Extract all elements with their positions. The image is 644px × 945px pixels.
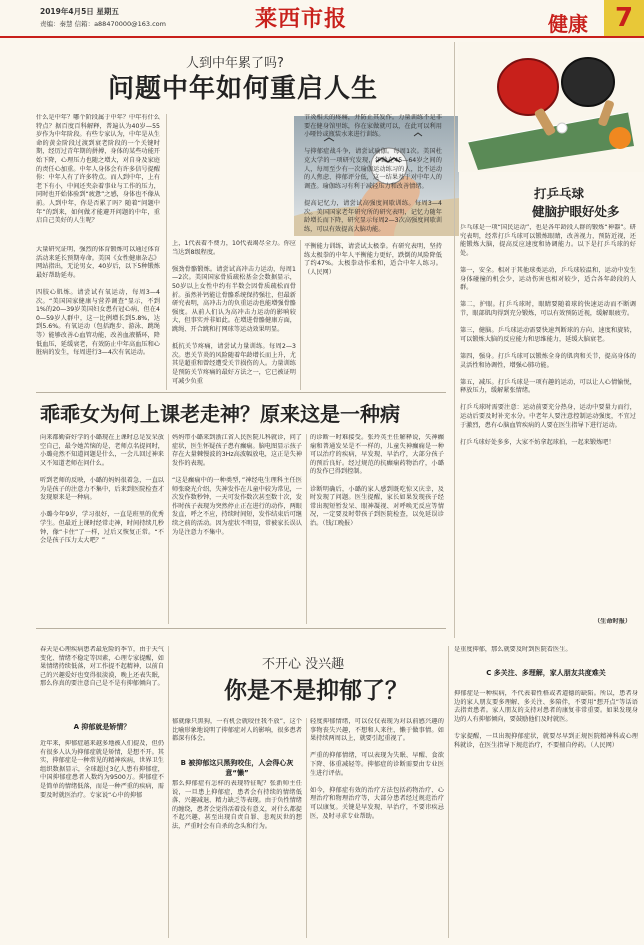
article3-subtitle: 不开心 没兴趣 [262, 657, 345, 672]
page-number: 7 [604, 0, 644, 36]
article3-col1: 春天是心理疾病患者最危险的季节，由于天气变化、情绪不稳定等因素，心理专家提醒，如果情绪持续低落，对工作提不起精神，以前自己的兴趣爱好也变得很淡漠，晚上还表失眠，那么你真的要注意自己是不是有抑郁倾向了。 [40, 646, 164, 688]
col-divider [300, 240, 301, 390]
col-divider [166, 114, 167, 390]
article1-col1: 什么是中年？哪个阶段属于中年？中年有什么特点？据百度百科解释，普遍认为40岁—55岁作为中年阶段。有些专家认为，中年是从生命的黄金阶段过渡到衰老阶段的一个关键时期，经历过青年期的拼搏，身体的某些功能开始下降，心理压力也随之增大，对自身及家庭的责任心加重。中年人身体会有许多信号提醒你：中年人有了许多特点。而人到中年，上有老下有小，中间还夹杂着事业与工作的压力，同时也开始体验到“疲惫”之感，身体也不像从前。人到中年，你是否累了吗？随着“问题中年”的到来，如何做才能避开问题的中年，重启自己美好的人生呢？ [36, 114, 160, 225]
article3-col2b: 那么抑郁症有怎样的表现特征呢？张新帅主任说，一旦患上抑郁症，患者会有持续的情绪低落、兴趣减退、精力缺乏等表现。由于负性情绪的缠绕，患者会觉得活着没有意义，对什么都提不起兴趣，甚至出现自责自罪、悲观厌世的想法，严重时会有自杀的念头和行为。 [172, 780, 302, 830]
newspaper-logo: 莱西市报 [255, 6, 348, 32]
article1-col1b: 大量研究证明，强烈的体育锻炼可以通过体育活动来延长预期寿命。美国《女性健康杂志》网站指出，无论男女，40岁后，以下5种锻炼最好帮助延寿。 四肢心肌炼。请尝试有氧运动，每周3—4次。“美国国家健康与营养调查”显示，不到1%的20—39岁美国妇女患有冠心病，但在40—59岁人群中，这一比例增长到5.8%，达到5.6%。有氧运动（包括跑步、游泳、跳绳等）能够改善心血管功能，改善血液循环，降低血压，延缓衰老，有效防止中年高血压和心脏病的发生，每周进行3—4次有氧运动。 [36, 246, 160, 357]
article3-head-b: B 被抑郁这只黑狗咬住，人会得心灰意“懒” [180, 759, 294, 777]
article3-col3: 轻度抑郁情绪，可以仅仅表现为对以前感兴趣的事物丧失兴趣，不想和人来往，懒于做事情。如果持续两周以上，就要引起重视了。 严重的抑郁情绪，可以表现为失眠、早醒、食欲下降、体重减轻等。抑郁症的诊断需要由专业医生进行评估。 如今，抑郁症有效的治疗方法包括药物治疗、心理治疗和物理治疗等，大部分患者经过规范治疗可以康复。关键是早发现、早治疗，不要讳疾忌医，及时寻求专业帮助。 [310, 718, 444, 820]
right-article-title-line2: 健脑护眼好处多 [532, 204, 620, 219]
col-divider [306, 434, 307, 624]
pingpong-illustration [458, 42, 644, 172]
article2-col1: 向来都勤奋好学的小璐现在上课时总是发呆放空自己，最令她苦恼的是，老师点名提问时，小璐竟然不知道问题是什么，一会儿回过神来又不知道老师在问什么。 听到老师的反映，小璐的妈妈很着急，一直以为是孩子的注意力不集中，后来到医院检查才发现原来是一种病。 小璐今年9岁，学习很好，一直是班里的优秀学生。但最近上课时经常走神，时间持续几秒钟，像“卡住”了一样，过后又恢复正常。“不会是孩子压力太大吧？” [40, 434, 164, 545]
col-divider [168, 646, 169, 938]
right-article-source: （生命时报） [594, 618, 632, 625]
article3-head-a: A 抑郁就是矫情？ [73, 723, 131, 731]
ball-icon [557, 123, 567, 133]
article1-subtitle: 人到中年累了吗? [186, 56, 284, 71]
article2-col2: 妈妈带小璐来到浙江省人民医院儿科就诊，问了症状，医生怀疑孩子患有癫痫。脑电图显示孩子存在大量棘慢波的3Hz高波幅放电，这正是失神发作的表现。 “这是癫痫中的一种类型，”神经电生理科主任医师张晓光介绍，失神发作在儿童中较为常见，一次发作数秒钟，一天可发作数次甚至数十次，发作时孩子表现为突然停止正在进行的动作，两眼发直，呼之不应，持续时间短，发作结束后可继续之前的活动。因为症状不明显，常被家长误认为是注意力不集中。 [172, 434, 302, 536]
article2-col3: 的诊断一时难接受。张玲英主任解释说，失神癫痫和普通发呆是不一样的，儿童失神癫痫是一种可以治疗的疾病，早发现、早治疗，大部分孩子的预后良好。经过规范的抗癫痫药物治疗，小璐的发作已得到控制。 诊断明确后，小璐的家人感到既吃惊又庆幸，及时发现了问题。医生提醒，家长如果发现孩子经常出现短暂发呆、眼神凝视、对呼唤无反应等情况，一定要及时带孩子到医院检查，以免延误诊治。（钱江晚报） [310, 434, 444, 527]
article3-col1b: 近年来，抑郁症越来越多地被人们提及，但仍有很多人认为抑郁症就是矫情，是想不开。其实，抑郁症是一种常见的精神疾病，世界卫生组织数据显示，全球超过3亿人患有抑郁症，中国抑郁症患者人数约为9500万。抑郁症不是简单的情绪低落，而是一种严重的疾病，需要及时就医治疗。专家说“心中的抑郁 [40, 740, 164, 799]
col-divider [306, 718, 307, 938]
header-date: 2019年4月5日 星期五 [40, 7, 119, 16]
article3-col2: 郁就像只黑狗，一有机会就咬住我不放”，这个比喻形象地说明了抑郁症对人的影响，很多患者都深有体会。 [172, 718, 302, 743]
section-divider [36, 392, 446, 393]
article1-title: 问题中年如何重启人生 [108, 74, 379, 104]
section-title: 健康 [548, 12, 588, 36]
article1-col2: 上，1代表着不费力，10代表竭尽全力。你应当达到8级程度。 强劲骨骼锻炼。请尝试高冲击力运动，每周1—2次。美国国家骨质疏松基金会数据显示，50岁以上女性中约有半数会因骨质疏松而骨折。虽然补钙能让骨骼系统保持强壮，但最新研究表明，高冲击力的负重运动也能增强骨骼强度。从前人们认为高冲击力运动的影响较大，但事实并非如此。在增进骨骼健康方面，跳绳、开合跳和打网球等运动效果明显。 抵抗关节疼痛，请尝试力量训练。每周2—3次。患关节炎的风险随着年龄增长而上升，尤其是超重和曾经遭受关节损伤的人。力量训练是预防关节疼痛的最好方法之一，它已被证明可减少负重 [172, 240, 296, 385]
ball-icon [609, 127, 631, 149]
header-editor: 责编：秦慧 信箱：a88470000@163.com [40, 20, 166, 28]
col-divider [454, 42, 455, 638]
section-divider [36, 628, 446, 629]
article3-head-c: C 多关注、多理解，家人朋友共度难关 [486, 669, 606, 677]
article3-col4: 是重度抑郁，那么就要及时到医院看医生。 [454, 646, 572, 653]
col-divider [448, 646, 449, 938]
article1-col3: 节炎相关的疼痛，并防止其发作。力量训练不是非要在健身馆里练，你在家做就可以，在此可以利用小哑铃或瓶装水来进行训练。 与抑郁症战斗争，请尝试瑜伽。每周1次。美国杜克大学的一项研究发现，年龄在45—64岁之间的人，每周至少有一次瑜伽运动练习的人，比不运动的人焦虑、抑郁评分低，这一结果基于对中年人的调查。瑜伽练习有利于减轻压力和改善情绪。 提高记忆力，请尝试高强度间歇训练。每周3—4次。美国国家老年研究所的研究表明，记忆力随年龄增长而下降，研究显示每周2—3次高强度间歇训练，可以有效提高大脑功能。 平衡能力训练，请尝试太极拳。有研究表明，坚持练太极拳的中年人平衡能力更好，跌倒的风险降低了约47%。太极拳动作柔和，适合中年人练习。（人民网） [304, 114, 442, 276]
article2-title: 乖乖女为何上课老走神？原来这是一种病 [40, 402, 400, 426]
col-divider [168, 434, 169, 624]
right-article-body: 乒乓球是一项“国民运动”，也是各年龄段人群的锻炼“神器”。研究表明，经常打乒乓球可以锻炼眼睛，改善视力，预防近视，还能锻炼大脑，提高反应速度和协调能力。以下是打乒乓球的好处。 第一，安全。相对于其他球类运动，乒乓球较温和，运动中发生身体碰撞的机会少，运动伤害也相对较少，适合各年龄段的人群。 第二，护眼。打乒乓球时，眼睛要随着球的快速运动而不断调节，眼部肌肉得到充分锻炼，可以有效预防近视，缓解眼疲劳。 第三，健脑。乒乓球运动需要快速判断球的方向、速度和旋转，可以锻炼大脑的反应能力和思维能力，延缓大脑衰老。 第四，强身。打乒乓球可以锻炼全身的肌肉和关节，提高身体的灵活性和协调性，增强心肺功能。 第五，减压。打乒乓球是一项有趣的运动，可以让人心情愉悦，释放压力，缓解紧张情绪。 打乒乓球时需要注意：运动前要充分热身，运动中要量力而行，运动后要及时补充水分。中老年人要注意控制运动强度，不宜过于激烈，患有心脑血管疾病的人要在医生指导下进行运动。 打乒乓球好处多多，大家不妨拿起球拍，一起来锻炼吧！ [460, 224, 636, 446]
article3-col4b: 抑郁症是一种疾病，不代表着性格或者道德的缺陷。所以，患者身边的家人朋友要多理解、多关注、多陪伴，不要用“想开点”等话语去指责患者。家人朋友的支持对患者的康复非常重要。如果发现身边的人有抑郁倾向，要鼓励他们及时就医。 专家提醒，一旦出现抑郁症状，就要尽早到正规医院精神科或心理科就诊，在医生指导下规范治疗，不要擅自停药。（人民网） [454, 690, 638, 749]
header-divider [0, 36, 644, 38]
right-article-title-line1: 打乒乓球 [534, 186, 585, 201]
article3-title: 你是不是抑郁了？ [224, 677, 408, 704]
